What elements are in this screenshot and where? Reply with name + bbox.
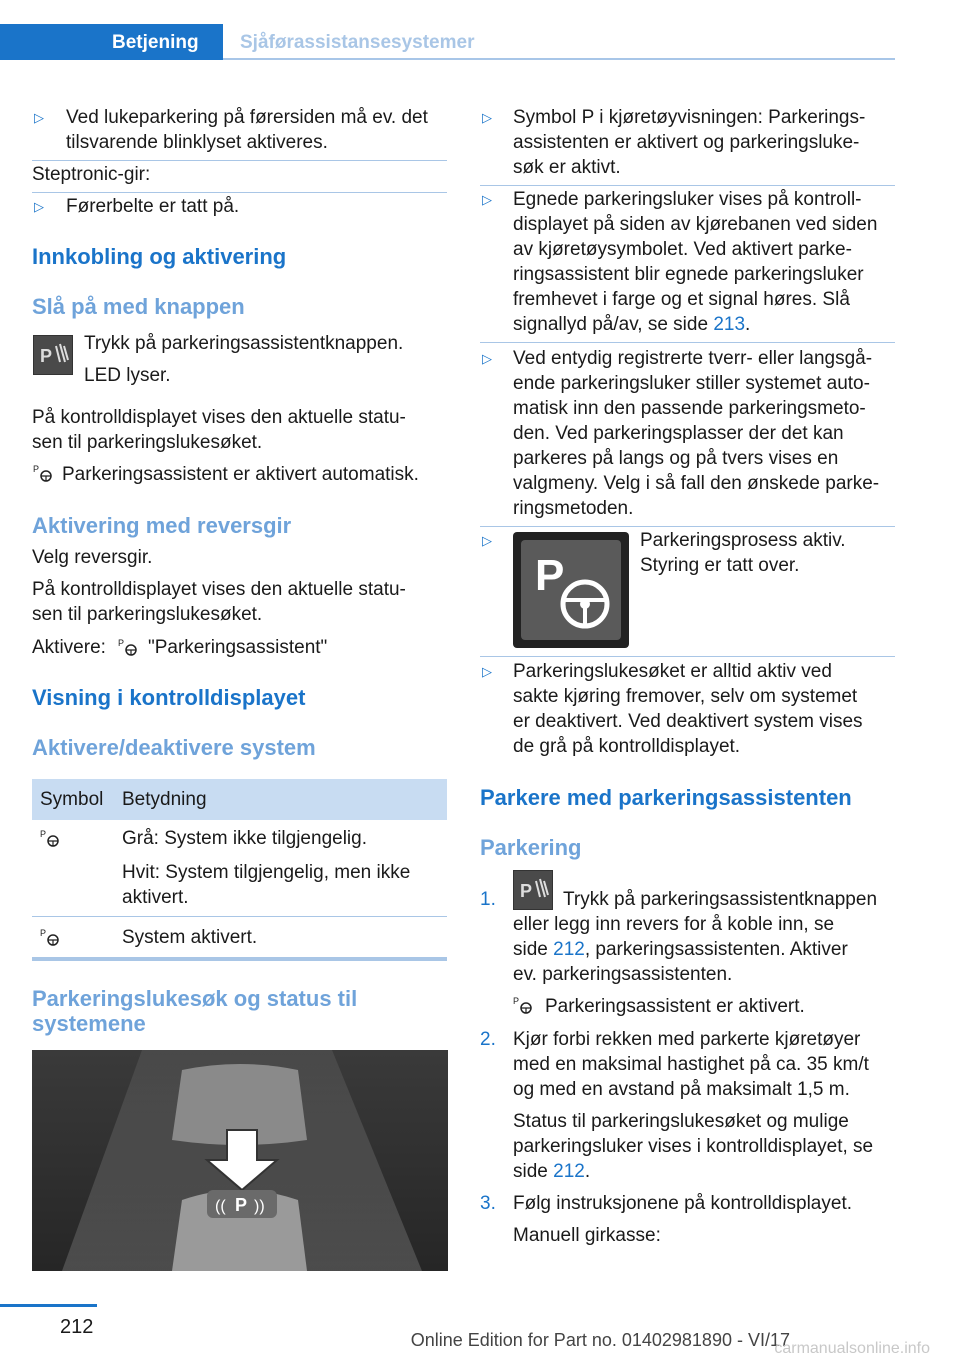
table-col-symbol: Symbol (40, 789, 104, 810)
step-text: ev. parkeringsassistenten. (513, 964, 733, 985)
parking-assist-button-icon (513, 870, 553, 910)
bullet-triangle-icon: ▷ (482, 664, 492, 679)
parking-assist-symbol-icon (33, 463, 53, 483)
bullet-text: søk er aktivt. (513, 157, 621, 178)
instruction-text: LED lyser. (84, 365, 171, 386)
heading-parkeringslukesok-2: systemene (32, 1011, 146, 1036)
paragraph: sen til parkeringslukesøket. (32, 604, 263, 625)
bullet-text: Symbol P i kjøretøyvisningen: Parkerings- (513, 107, 866, 128)
bullet-triangle-icon: ▷ (482, 351, 492, 366)
header-section: Betjening (112, 32, 199, 53)
svg-text:((: (( (215, 1198, 226, 1215)
divider (32, 192, 447, 193)
svg-text:P: P (235, 1195, 248, 1215)
bullet-text: fremhevet i farge og et signal høres. Slå (513, 289, 850, 310)
bullet-text: de grå på kontrolldisplayet. (513, 736, 741, 757)
header-subsection: Sjåførassistansesystemer (240, 32, 475, 53)
edition-text: Online Edition for Part no. 01402981890 - VI/17 (410, 1330, 790, 1350)
bullet-text: displayet på siden av kjørebanen ved siden (513, 214, 878, 235)
aktivere-value: "Parkeringsassistent" (148, 637, 328, 658)
divider (32, 160, 447, 161)
table-cell: Hvit: System tilgjengelig, men ikke (122, 862, 411, 883)
header-rule (223, 58, 895, 60)
heading-parkering: Parkering (480, 835, 582, 860)
step-text: med en maksimal hastighet på ca. 35 km/t (513, 1054, 869, 1075)
paragraph: På kontrolldisplayet vises den aktuelle statu- (32, 407, 406, 428)
svg-text:P: P (40, 346, 53, 366)
bullet-triangle-icon: ▷ (482, 192, 492, 207)
page-number: 212 (60, 1316, 94, 1338)
step-text: side 212, parkeringsassistenten. Aktiver (513, 939, 848, 960)
step-text: og med en avstand på maksimalt 1,5 m. (513, 1079, 850, 1100)
step-text: Status til parkeringslukesøket og mulige (513, 1111, 849, 1132)
step-text: parkeringsluker vises i kontrolldisplayet, se (513, 1136, 874, 1157)
svg-text:P: P (33, 464, 40, 474)
steering-active-icon (513, 532, 629, 648)
bullet-text: Parkeringsprosess aktiv. (640, 530, 846, 551)
bullet-text: ringsmetoden. (513, 498, 634, 519)
heading-aktivering-revers: Aktivering med reversgir (32, 513, 292, 538)
table-cell: aktivert. (122, 887, 189, 908)
step-text: Kjør forbi rekken med parkerte kjøretøyer (513, 1029, 861, 1050)
step-text: Parkeringsassistent er aktivert. (545, 996, 805, 1017)
paragraph: Velg reversgir. (32, 547, 153, 568)
heading-parkeringslukesok: Parkeringslukesøk og status til (32, 986, 358, 1011)
paragraph: På kontrolldisplayet vises den aktuelle statu- (32, 579, 406, 600)
bullet-text: Førerbelte er tatt på. (66, 196, 240, 217)
instruction-text: Trykk på parkeringsassistentknappen. (84, 333, 404, 354)
svg-text:P: P (40, 928, 47, 938)
svg-text:P: P (118, 638, 125, 648)
step-text: Trykk på parkeringsassistentknappen (563, 889, 878, 910)
svg-text:P: P (40, 829, 47, 839)
heading-aktivere-deaktivere: Aktivere/deaktivere system (32, 735, 316, 760)
bullet-triangle-icon: ▷ (34, 110, 44, 125)
table-row-divider (32, 916, 447, 917)
aktivere-label: Aktivere: (32, 637, 106, 658)
bullet-text: av kjøretøysymbolet. Ved aktivert parke- (513, 239, 852, 260)
bullet-text: Egnede parkeringsluker vises på kontroll- (513, 189, 862, 210)
bullet-text: Styring er tatt over. (640, 555, 800, 576)
parking-assist-active-icon (40, 927, 60, 947)
step-number: 1. (480, 889, 496, 910)
parking-assist-symbol-icon (513, 995, 533, 1015)
svg-text:P: P (520, 881, 533, 901)
label-steptronic: Steptronic-gir: (32, 164, 151, 185)
bullet-text: matisk inn den passende parkeringsmeto- (513, 398, 866, 419)
bullet-text: signallyd på/av, se side 213. (513, 314, 751, 335)
divider (480, 342, 895, 343)
page-number-rule (0, 1304, 97, 1307)
bullet-text: Ved entydig registrerte tverr- eller langsgå- (513, 348, 873, 369)
bullet-text: ringsassistent blir egnede parkeringsluker (513, 264, 864, 285)
step-number: 2. (480, 1029, 496, 1050)
header-separator (223, 24, 224, 60)
step-text: Manuell girkasse: (513, 1225, 661, 1246)
heading-innkobling: Innkobling og aktivering (32, 244, 287, 269)
bullet-text: parkeres på langs og på tvers vises en (513, 448, 839, 469)
bullet-text: assistenten er aktivert og parkeringsluke- (513, 132, 860, 153)
bullet-text: sakte kjøring fremover, selv om systemet (513, 686, 858, 707)
divider (480, 656, 895, 657)
bullet-triangle-icon: ▷ (482, 533, 492, 548)
page-link-212[interactable]: 212 (553, 1161, 585, 1182)
watermark: carmanualsonline.info (774, 1340, 930, 1357)
control-display-image (32, 1050, 448, 1271)
page-header (0, 24, 895, 60)
divider (480, 185, 895, 186)
table-cell: Grå: System ikke tilgjengelig. (122, 828, 367, 849)
paragraph: Parkeringsassistent er aktivert automatisk. (62, 464, 419, 485)
bullet-text: ende parkeringsluker stiller systemet auto- (513, 373, 870, 394)
heading-slaa-paa: Slå på med knappen (32, 294, 245, 319)
heading-visning: Visning i kontrolldisplayet (32, 685, 306, 710)
svg-text:P: P (535, 551, 565, 600)
bullet-text: Parkeringslukesøket er alltid aktiv ved (513, 661, 832, 682)
parking-assist-button-icon (33, 335, 73, 375)
page-link-212[interactable]: 212 (553, 939, 585, 960)
table-col-betydning: Betydning (122, 789, 207, 810)
parking-assist-symbol-icon (40, 828, 60, 848)
divider (480, 526, 895, 527)
svg-text:)): )) (254, 1198, 265, 1215)
table-footer-rule (32, 957, 447, 961)
step-text: Følg instruksjonene på kontrolldisplayet. (513, 1193, 853, 1214)
bullet-triangle-icon: ▷ (34, 199, 44, 214)
bullet-text: Ved lukeparkering på førersiden må ev. det (66, 107, 428, 128)
bullet-text: den. Ved parkeringsplasser der det kan (513, 423, 844, 444)
svg-text:P: P (513, 996, 520, 1006)
bullet-text: tilsvarende blinklyset aktiveres. (66, 132, 328, 153)
table-cell: System aktivert. (122, 927, 258, 948)
step-text: side 212. (513, 1161, 591, 1182)
parking-assist-symbol-icon (118, 637, 138, 657)
heading-parkere: Parkere med parkeringsassistenten (480, 785, 852, 810)
bullet-triangle-icon: ▷ (482, 110, 492, 125)
paragraph: sen til parkeringslukesøket. (32, 432, 263, 453)
bullet-text: er deaktivert. Ved deaktivert system vises (513, 711, 863, 732)
page-link-213[interactable]: 213 (713, 314, 746, 335)
step-number: 3. (480, 1193, 496, 1214)
bullet-text: valgmeny. Velg i så fall den ønskede parke- (513, 473, 880, 494)
step-text: eller legg inn revers for å koble inn, se (513, 914, 835, 935)
